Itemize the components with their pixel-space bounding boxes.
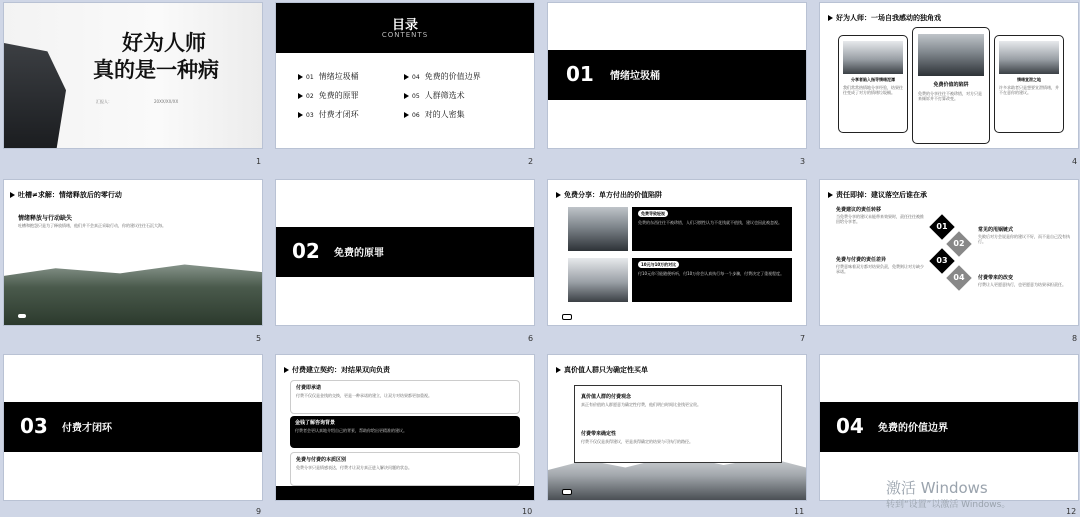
- toc-item-3[interactable]: 03 付费才闭环: [298, 109, 359, 120]
- toc-item-2[interactable]: 02 免费的原罪: [298, 90, 359, 101]
- arrow-icon: [404, 93, 409, 99]
- slide-10[interactable]: [276, 355, 534, 500]
- slide-title: 好为人师：一场自我感动的独角戏: [828, 13, 941, 23]
- slide-title: 吐槽≠求解：情绪释放后的零行动: [10, 190, 122, 200]
- info-body: 付10元你可能随便听听，付10万你会认真执行每一个步骤，付费决定了重视程度。: [638, 271, 785, 276]
- slide-title: 责任即掉：建议落空后谁在承: [828, 190, 927, 200]
- section-number: 02: [292, 239, 320, 263]
- card-body: 许多求助者只是想要宣泄情绪，并不在意你的建议。: [999, 85, 1059, 95]
- info-pill: 10元与10万的对比: [638, 261, 679, 268]
- arrow-icon: [556, 192, 561, 198]
- arrow-icon: [298, 112, 303, 118]
- slide-number: 1: [256, 157, 262, 166]
- point-body-2: 付费意味着双方都对结果负责，免费则让对方缺少承诺。: [836, 264, 924, 274]
- info-body: 免费的东西往往不被珍惜，人们习惯性认为不花钱就不值钱，建议也因此被忽视。: [638, 220, 782, 225]
- toggle-icon: [562, 489, 572, 495]
- diamond-label: 02: [953, 239, 965, 248]
- toggle-icon: [18, 314, 26, 318]
- footer-bar: [276, 486, 534, 500]
- info-frame: [574, 385, 782, 463]
- point-heading-4: 付费带来的改变: [978, 275, 1014, 281]
- arrow-icon: [828, 192, 833, 198]
- point-heading-3: 常见的甩锅链式: [978, 227, 1014, 233]
- slide-number: 6: [528, 334, 534, 343]
- slide-2[interactable]: [276, 3, 534, 148]
- info-card-2: [912, 27, 990, 144]
- slide-8[interactable]: [820, 180, 1078, 325]
- presenter-label: 汇报人：: [96, 99, 112, 104]
- slide-number: 8: [1072, 334, 1078, 343]
- card-caption: 分享者陷入指导情绪泥潭: [851, 77, 895, 82]
- slide-number: 7: [800, 334, 806, 343]
- contract-card-3: [290, 452, 520, 486]
- section-title: 付费才闭环: [62, 423, 112, 434]
- contract-card-2: [290, 416, 520, 448]
- toc-subtitle: CONTENTS: [381, 31, 429, 39]
- arrow-icon: [298, 93, 303, 99]
- toc-item-4[interactable]: 04 免费的价值边界: [404, 71, 481, 82]
- slide-number: 10: [522, 507, 533, 516]
- slide-title: 付费建立契约：对结果双向负责: [284, 365, 390, 375]
- point-heading-1: 免费建议的责任转移: [836, 207, 882, 213]
- section-number: 04: [836, 414, 864, 438]
- slide-7[interactable]: [548, 180, 806, 325]
- section-title: 情绪垃圾桶: [610, 71, 660, 82]
- point-body-3: 失败后对方会说是你的建议不好，而不是自己没有执行。: [978, 234, 1070, 244]
- slide-title: 免费分享：单方付出的价值陷阱: [556, 190, 662, 200]
- diamond-label: 03: [936, 256, 948, 265]
- info-card-3: [994, 35, 1064, 133]
- slide-number: 3: [800, 157, 806, 166]
- date-label: 20XX/XX/XX: [154, 99, 179, 104]
- info-card-1: [838, 35, 908, 133]
- slide-4[interactable]: [820, 3, 1078, 148]
- diamond-label: 01: [936, 222, 948, 231]
- diamond-label: 04: [953, 273, 965, 282]
- slide-5[interactable]: [4, 180, 262, 325]
- point-heading-2: 付费带来确定性: [581, 431, 617, 437]
- section-title: 免费的价值边界: [878, 423, 948, 434]
- mountain-image-2: [568, 258, 628, 302]
- arrow-icon: [404, 74, 409, 80]
- point-body-2: 付费不仅仅是获得建议，更是获得确定的结果与可执行的路径。: [581, 439, 693, 444]
- body-text: 吐槽和抱怨只是为了释放情绪，他们并不会真正采取行动，你的建议往往石沉大海。: [18, 223, 166, 228]
- card-title: 付费即承诺: [296, 385, 322, 391]
- slide-number: 2: [528, 157, 534, 166]
- slide-title: 真价值人群只为确定性买单: [556, 365, 648, 375]
- slide-number: 4: [1072, 157, 1078, 166]
- activation-watermark-hint: 转到“设置”以激活 Windows。: [886, 500, 1011, 510]
- arrow-icon: [828, 15, 833, 21]
- arrow-icon: [10, 192, 15, 198]
- slide-number: 5: [256, 334, 262, 343]
- arrow-icon: [404, 112, 409, 118]
- title-line2: 真的是一种病: [93, 58, 219, 82]
- section-title: 免费的原罪: [334, 248, 384, 259]
- point-body-1: 当免费分享的建议未能带来效果时，责任往往被推回给分享者。: [836, 214, 924, 224]
- title-line1: 好为人师: [122, 31, 206, 55]
- mountain-image-1: [568, 207, 628, 251]
- point-body-1: 真正有价值的人群愿意为确定性付费，他们明白时间比金钱更宝贵。: [581, 402, 701, 407]
- toc-item-5[interactable]: 05 人群筛选术: [404, 90, 465, 101]
- mountain-image: [999, 41, 1059, 74]
- arrow-icon: [298, 74, 303, 80]
- point-heading-2: 免费与付费的责任差异: [836, 257, 887, 263]
- card-title: 免费与付费的本质区别: [296, 457, 347, 463]
- toc-title: 目录: [391, 18, 418, 33]
- slide-3[interactable]: [548, 3, 806, 148]
- arrow-icon: [556, 367, 561, 373]
- point-body-4: 付费让人更愿意执行，也更愿意为结果承担责任。: [978, 282, 1066, 287]
- slide-9[interactable]: [4, 355, 262, 500]
- arrow-icon: [284, 367, 289, 373]
- card-caption: 情绪宣泄之地: [1017, 77, 1041, 82]
- activation-watermark-title: 激活 Windows: [886, 479, 988, 497]
- contract-card-1: [290, 380, 520, 414]
- info-pill: 免费导致轻视: [638, 210, 668, 217]
- info-box-2: [632, 258, 792, 302]
- card-title: 金钱了解咨询背景: [295, 420, 336, 426]
- mountain-image: [843, 41, 903, 74]
- card-body: 免费的分享往往不被珍惜，对方只是来倾诉并不打算改变。: [918, 91, 982, 101]
- section-number: 03: [20, 414, 48, 438]
- card-caption: 免费价值的陷阱: [933, 82, 969, 88]
- card-body: 我们常常热情地分享经验，结果往往变成了对方的情绪垃圾桶。: [843, 85, 903, 95]
- mountain-image: [918, 34, 984, 76]
- card-body: 付费者会更认真地介绍自己的背景，帮助你给出更精准的建议。: [295, 428, 407, 433]
- slide-number: 11: [794, 507, 805, 516]
- section-number: 01: [566, 62, 594, 86]
- info-box-1: [632, 207, 792, 251]
- slide-number: 9: [256, 507, 262, 516]
- toggle-icon: [562, 314, 572, 320]
- slide-1[interactable]: [4, 3, 262, 148]
- slide-6[interactable]: [276, 180, 534, 325]
- card-body: 免费分享只是情感表达，付费才让双方真正进入解决问题的状态。: [296, 465, 412, 470]
- card-body: 付费不仅仅是金钱的交换，更是一种承诺的建立，让双方对结果都更加重视。: [296, 393, 432, 398]
- point-heading-1: 真价值人群的付费观念: [581, 394, 632, 400]
- grassland-image: [4, 262, 262, 325]
- slide-11[interactable]: [548, 355, 806, 500]
- slide-number: 12: [1066, 507, 1077, 516]
- toc-item-1[interactable]: 01 情绪垃圾桶: [298, 71, 359, 82]
- toc-item-6[interactable]: 06 对的人密集: [404, 109, 465, 120]
- section-subtitle: 情绪释放与行动缺失: [18, 215, 73, 222]
